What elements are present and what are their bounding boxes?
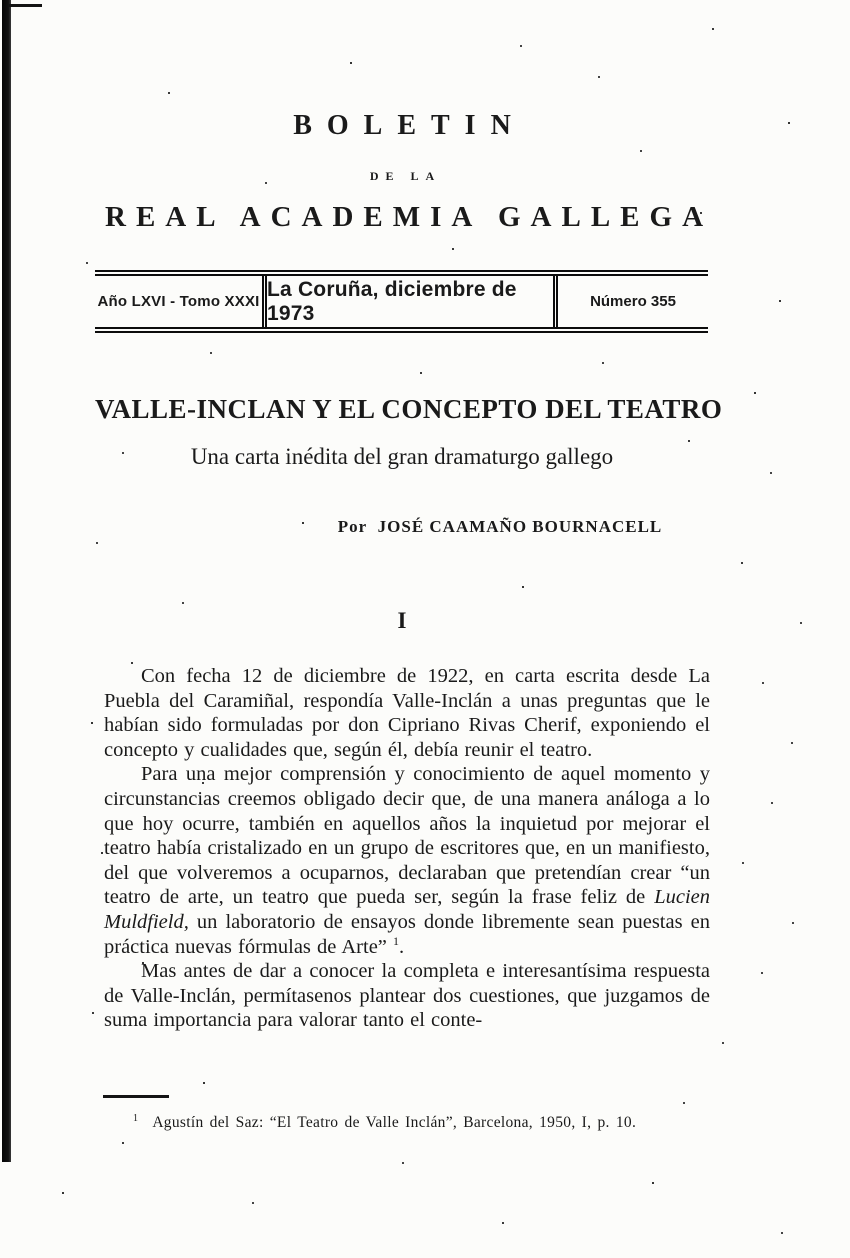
byline-prefix: Por xyxy=(337,517,368,536)
scan-noise-speckles xyxy=(0,0,2,2)
byline xyxy=(95,517,709,537)
page-content xyxy=(95,0,723,1258)
scan-edge-mark xyxy=(9,4,42,7)
paragraph-2-period: . xyxy=(399,935,405,958)
paragraph-2-continuation: un laboratorio de ensayos donde libremente sean puestas en práctica nuevas fórmulas de Arte” xyxy=(104,910,710,958)
italic-name-lucien-muldfield: Lucien Muldfield, xyxy=(104,886,710,933)
journal-subtitle-de-la: DE LA xyxy=(369,169,442,183)
paragraph-3: Mas antes de dar a conocer la completa e interesantísima respuesta de Valle-Inclán, permítasenos plantear dos cuestiones, que juzgamos de suma importancia para valorar tanto el conte- xyxy=(104,960,710,1032)
issue-place-date: La Coruña, diciembre de 1973 xyxy=(262,276,558,327)
footnote-separator-rule xyxy=(103,1095,169,1098)
article-subtitle: Una carta inédita del gran dramaturgo gallego xyxy=(190,444,614,469)
journal-title: BOLETIN xyxy=(293,110,526,141)
footnote-marker: 1 xyxy=(133,1113,139,1124)
issue-info-bar xyxy=(95,270,708,333)
footnote-reference-1: 1 xyxy=(393,933,400,948)
footnote-text: Agustín del Saz: “El Teatro de Valle Inclán”, Barcelona, 1950, I, p. 10. xyxy=(152,1114,637,1132)
scan-gutter-artifact xyxy=(2,0,11,1162)
paragraph-1: Con fecha 12 de diciembre de 1922, en carta escrita desde La Puebla del Caramiñal, respondía Valle-Inclán a unas preguntas que le habían sido formuladas por don Cipriano Rivas Cherif, exponiendo el concepto y cualidades que, según él, debía reunir el teatro. xyxy=(104,665,710,761)
article-body xyxy=(104,664,710,1033)
issue-volume: Año LXVI - Tomo XXXI xyxy=(97,293,260,310)
paragraph-2-text: Para una mejor comprensión y conocimiento de aquel momento y circunstancias creemos obligado decir que, de una manera análoga a lo que hoy ocurre, también en aquellos años la inquietud por mejorar el teatro había cristalizado en un grupo de escritores que, en un manifiesto, del que volveremos a ocuparnos, declaraban que pretendían crear “un teatro de arte, un teatro que pueda ser, según la frase feliz de xyxy=(104,763,710,909)
journal-institution: REAL ACADEMIA GALLEGA xyxy=(105,201,714,233)
issue-number: Número 355 xyxy=(590,293,676,310)
paragraph-2 xyxy=(104,762,710,959)
footnote xyxy=(103,1113,728,1132)
article-title: VALLE-INCLAN Y EL CONCEPTO DEL TEATRO xyxy=(95,394,723,424)
section-marker-roman-one: I xyxy=(397,608,407,633)
author-name: JOSÉ CAAMAÑO BOURNACELL xyxy=(377,517,663,536)
